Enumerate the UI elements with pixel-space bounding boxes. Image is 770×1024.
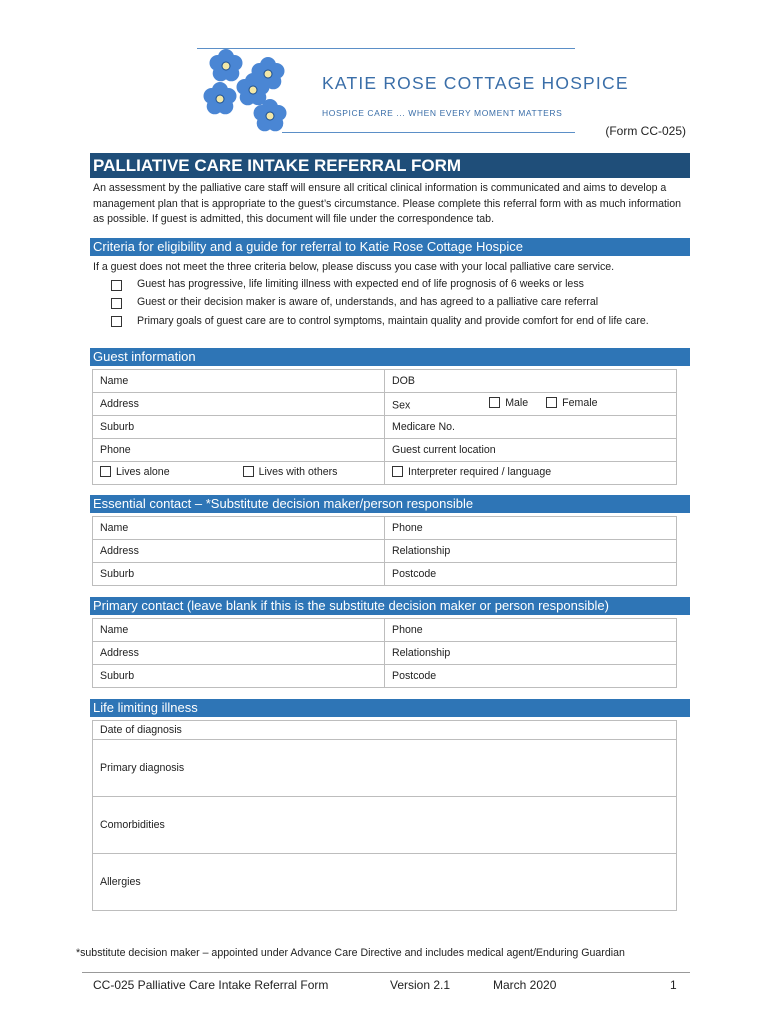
living-arrangement-field[interactable] <box>93 462 385 485</box>
guest-medicare-field[interactable]: Medicare No. <box>385 416 677 439</box>
essential-phone-field[interactable]: Phone <box>385 517 677 540</box>
illness-table <box>92 720 677 911</box>
interpreter-label: Interpreter required / language <box>408 465 552 478</box>
logo-name: KATIE ROSE COTTAGE HOSPICE <box>322 73 629 93</box>
lives-with-others-checkbox[interactable] <box>243 466 254 477</box>
sex-label: Sex <box>392 399 411 412</box>
essential-relationship-field[interactable]: Relationship <box>385 540 677 563</box>
illness-heading: Life limiting illness <box>90 699 690 717</box>
guest-address-field[interactable]: Address <box>93 393 385 416</box>
criteria-item <box>111 296 671 309</box>
female-label: Female <box>562 396 598 409</box>
guest-phone-field[interactable]: Phone <box>93 439 385 462</box>
criteria-heading: Criteria for eligibility and a guide for referral to Katie Rose Cottage Hospice <box>90 238 690 256</box>
interpreter-field[interactable] <box>385 462 677 485</box>
footer-rule <box>82 972 690 973</box>
essential-postcode-field[interactable]: Postcode <box>385 563 677 586</box>
essential-contact-heading: Essential contact – *Substitute decision maker/person responsible <box>90 495 690 513</box>
comorbidities-field[interactable]: Comorbidities <box>93 797 677 854</box>
lives-alone-option[interactable] <box>100 466 170 478</box>
guest-sex-field[interactable] <box>385 393 677 416</box>
essential-name-field[interactable]: Name <box>93 517 385 540</box>
lives-alone-label: Lives alone <box>116 465 170 478</box>
primary-diagnosis-field[interactable]: Primary diagnosis <box>93 740 677 797</box>
guest-location-field[interactable]: Guest current location <box>385 439 677 462</box>
logo-tagline: HOSPICE CARE ... WHEN EVERY MOMENT MATTERS <box>322 108 563 118</box>
footer-version: Version 2.1 <box>390 978 451 992</box>
criteria-checkbox-2[interactable] <box>111 298 122 309</box>
lives-alone-checkbox[interactable] <box>100 466 111 477</box>
guest-suburb-field[interactable]: Suburb <box>93 416 385 439</box>
primary-phone-field[interactable]: Phone <box>385 619 677 642</box>
primary-contact-heading: Primary contact (leave blank if this is the substitute decision maker or person responsible) <box>90 597 690 615</box>
primary-postcode-field[interactable]: Postcode <box>385 665 677 688</box>
guest-dob-field[interactable]: DOB <box>385 370 677 393</box>
primary-suburb-field[interactable]: Suburb <box>93 665 385 688</box>
lives-with-others-label: Lives with others <box>258 465 338 478</box>
male-option[interactable] <box>489 397 528 409</box>
criteria-checkbox-3[interactable] <box>111 316 122 327</box>
form-number: (Form CC-025) <box>605 124 686 138</box>
footer-document-name: CC-025 Palliative Care Intake Referral Form <box>93 978 329 992</box>
diagnosis-date-field[interactable]: Date of diagnosis <box>93 721 677 740</box>
male-checkbox[interactable] <box>489 397 500 408</box>
criteria-text-3: Primary goals of guest care are to control symptoms, maintain quality and provide comfort for end of life care. <box>137 315 649 327</box>
guest-heading: Guest information <box>90 348 690 366</box>
male-label: Male <box>505 396 529 409</box>
female-option[interactable] <box>546 397 597 409</box>
intro-paragraph: An assessment by the palliative care staff will ensure all critical clinical information is communicated and aims to develop a management plan that is appropriate to the guest’s circumstance. Please complete this referral form with as much information as possible. If guest is admitted, this document will file under the correspondence tab. <box>93 182 682 225</box>
criteria-text-2: Guest or their decision maker is aware of, understands, and has agreed to a palliative care referral <box>137 296 599 308</box>
primary-contact-table <box>92 618 677 688</box>
criteria-note: If a guest does not meet the three criteria below, please discuss you case with your local palliative care service. <box>93 261 615 273</box>
guest-name-field[interactable]: Name <box>93 370 385 393</box>
criteria-item <box>111 314 676 330</box>
footnote: *substitute decision maker – appointed under Advance Care Directive and includes medical agent/Enduring Guardian <box>76 947 625 959</box>
interpreter-option[interactable] <box>392 466 551 478</box>
criteria-item <box>111 278 671 291</box>
primary-name-field[interactable]: Name <box>93 619 385 642</box>
criteria-text-1: Guest has progressive, life limiting illness with expected end of life prognosis of 6 weeks or less <box>137 278 584 290</box>
female-checkbox[interactable] <box>546 397 557 408</box>
guest-table <box>92 369 677 485</box>
forget-me-not-flowers-icon <box>198 44 298 136</box>
footer-date: March 2020 <box>493 978 557 992</box>
essential-contact-table <box>92 516 677 586</box>
logo-rule-bottom <box>282 132 575 133</box>
criteria-checkbox-1[interactable] <box>111 280 122 291</box>
lives-with-others-option[interactable] <box>243 466 338 478</box>
allergies-field[interactable]: Allergies <box>93 854 677 911</box>
essential-address-field[interactable]: Address <box>93 540 385 563</box>
essential-suburb-field[interactable]: Suburb <box>93 563 385 586</box>
primary-relationship-field[interactable]: Relationship <box>385 642 677 665</box>
page-title: PALLIATIVE CARE INTAKE REFERRAL FORM <box>90 153 690 178</box>
primary-address-field[interactable]: Address <box>93 642 385 665</box>
footer-page-number: 1 <box>670 978 677 992</box>
interpreter-checkbox[interactable] <box>392 466 403 477</box>
